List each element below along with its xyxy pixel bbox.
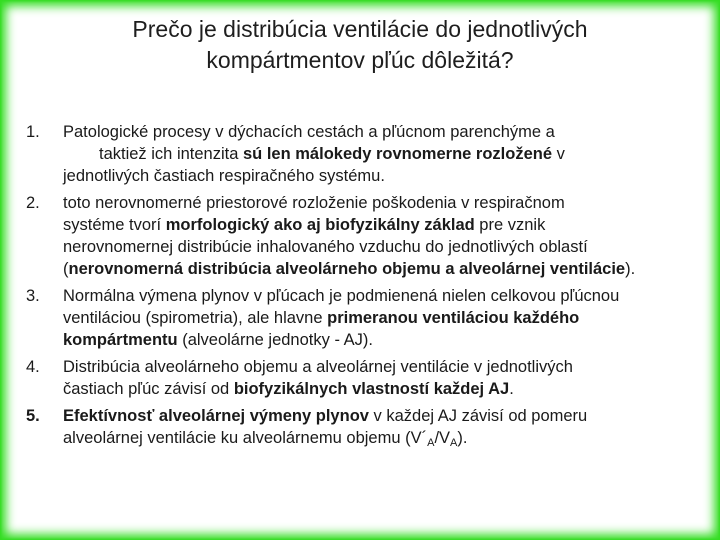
bold-text: nerovnomerná distribúcia alveolárneho objemu a alveolárnej ventilácie — [68, 260, 626, 278]
list-item — [26, 192, 696, 280]
list-item — [26, 405, 696, 449]
list-item — [26, 121, 696, 187]
title-line-1: Prečo je distribúcia ventilácie do jednotlivých — [132, 16, 588, 42]
text-segment: toto nerovnomerné priestorové rozloženie poškodenia v respiračnom — [63, 194, 565, 212]
text-segment: v — [552, 145, 565, 163]
list-item-line — [63, 307, 696, 329]
text-segment: alveolárnej ventilácie ku alveolárnemu objemu (V´ — [63, 429, 428, 447]
list-item-line — [63, 378, 696, 400]
list-item-number: 5. — [26, 407, 40, 425]
list-item-number: 1. — [26, 123, 40, 141]
text-segment: Patologické procesy v dýchacích cestách a pľúcnom parenchýme a — [63, 123, 555, 141]
list-item-line — [63, 121, 696, 143]
title-line-2: kompártmentov pľúc dôležitá? — [206, 47, 514, 73]
bold-text: sú len málokedy rovnomerne rozložené — [243, 145, 553, 163]
text-segment: jednotlivých častiach respiračného systému. — [63, 167, 385, 185]
text-segment: (alveolárne jednotky - AJ). — [177, 331, 373, 349]
text-segment: /V — [434, 429, 451, 447]
bold-text: primeranou ventiláciou každého — [327, 309, 580, 327]
bold-text: biofyzikálnych vlastností každej AJ — [233, 380, 510, 398]
text-segment: pre vznik — [474, 216, 546, 234]
list-item — [26, 285, 696, 351]
text-segment: ( — [63, 260, 69, 278]
subscript-text: A — [450, 437, 458, 449]
text-segment: taktiež ich intenzita — [99, 145, 243, 163]
list-item-line — [63, 427, 696, 449]
text-segment: ). — [625, 260, 636, 278]
text-segment: ventiláciou (spirometria), ale hlavne — [63, 309, 328, 327]
slide-title — [60, 14, 660, 76]
list-item-line — [63, 258, 696, 280]
list-item-line — [63, 405, 696, 427]
list-item-line — [63, 236, 696, 258]
list-item-line — [63, 285, 696, 307]
text-segment: . — [509, 380, 514, 398]
bold-text: kompártmentu — [63, 331, 178, 349]
list-item — [26, 356, 696, 400]
text-segment: v každej AJ závisí od pomeru — [368, 407, 588, 425]
list-item-line — [63, 214, 696, 236]
text-segment: Distribúcia alveolárneho objemu a alveolárnej ventilácie v jednotlivých — [63, 358, 573, 376]
list-item-number: 4. — [26, 358, 40, 376]
bold-text: morfologický ako aj biofyzikálny základ — [165, 216, 475, 234]
list-item-line — [63, 143, 696, 165]
text-segment: častiach pľúc závisí od — [63, 380, 234, 398]
text-segment: Normálna výmena plynov v pľúcach je podmienená nielen celkovou pľúcnou — [63, 287, 620, 305]
list-item-number: 3. — [26, 287, 40, 305]
text-segment: systéme tvorí — [63, 216, 166, 234]
numbered-list — [26, 121, 696, 454]
list-item-number: 2. — [26, 194, 40, 212]
bold-text: Efektívnosť alveolárnej výmeny plynov — [63, 407, 369, 425]
list-item-line — [63, 192, 696, 214]
list-item-line — [63, 165, 696, 187]
text-segment: ). — [457, 429, 468, 447]
subscript-text: A — [427, 437, 435, 449]
text-segment: nerovnomernej distribúcie inhalovaného vzduchu do jednotlivých oblastí — [63, 238, 588, 256]
list-item-line — [63, 329, 696, 351]
list-item-line — [63, 356, 696, 378]
